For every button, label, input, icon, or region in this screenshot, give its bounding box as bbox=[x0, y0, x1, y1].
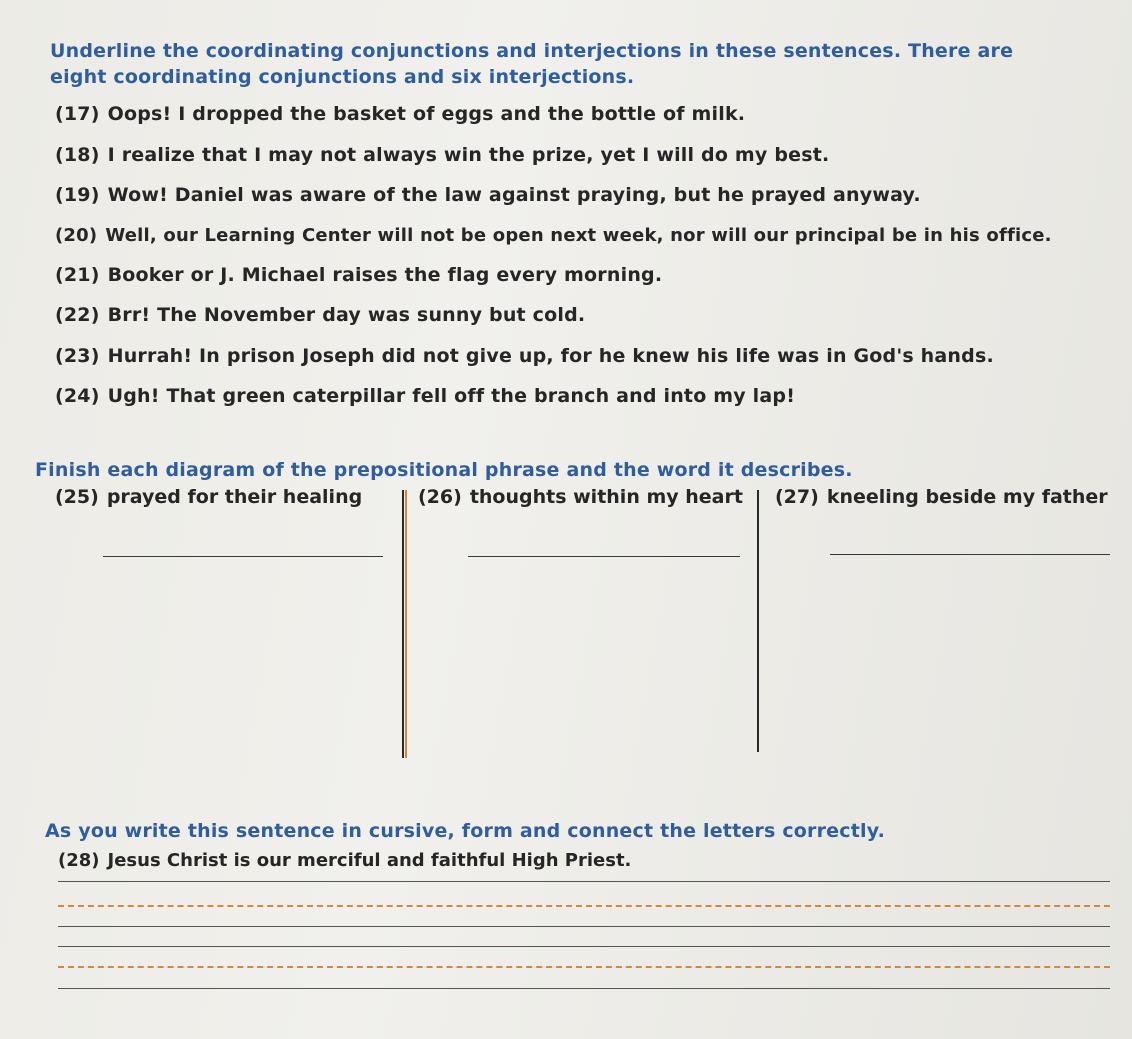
writing-midline bbox=[58, 966, 1110, 968]
sentence-text: Oops! I dropped the basket of eggs and the bottle of milk. bbox=[107, 103, 746, 125]
sentence-22 bbox=[55, 304, 585, 326]
instruction-conjunctions: Underline the coordinating conjunctions and interjections in these sentences. There are eight coordinating conjunctions and six interjections. bbox=[50, 40, 1014, 88]
sentence-number: (21) bbox=[55, 264, 100, 286]
sentence-text: Hurrah! In prison Joseph did not give up, for he knew his life was in God's hands. bbox=[107, 345, 994, 367]
writing-baseline[interactable] bbox=[58, 926, 1110, 927]
sentence-text: Booker or J. Michael raises the flag every morning. bbox=[107, 264, 663, 286]
sentence-text: I realize that I may not always win the prize, yet I will do my best. bbox=[107, 144, 830, 166]
diagram-text: thoughts within my heart bbox=[469, 486, 743, 508]
sentence-number: (22) bbox=[55, 304, 100, 326]
diagram-text: prayed for their healing bbox=[106, 486, 363, 508]
diagram-divider bbox=[402, 490, 404, 758]
instruction-diagrams: Finish each diagram of the prepositional phrase and the word it describes. bbox=[35, 459, 853, 481]
sentence-number: (28) bbox=[58, 850, 100, 871]
diagram-25-baseline[interactable] bbox=[103, 556, 383, 557]
sentence-number: (19) bbox=[55, 184, 100, 206]
sentence-24 bbox=[55, 385, 795, 407]
diagram-27-baseline[interactable] bbox=[830, 554, 1110, 555]
sentence-number: (24) bbox=[55, 385, 100, 407]
diagram-text: kneeling beside my father bbox=[826, 486, 1108, 508]
sentence-21 bbox=[55, 264, 662, 286]
diagram-25-phrase bbox=[55, 486, 362, 508]
sentence-number: (17) bbox=[55, 103, 100, 125]
instruction-cursive: As you write this sentence in cursive, form and connect the letters correctly. bbox=[45, 820, 885, 842]
sentence-18 bbox=[55, 144, 829, 166]
writing-midline bbox=[58, 905, 1110, 907]
sentence-number: (18) bbox=[55, 144, 100, 166]
diagram-26-phrase bbox=[418, 486, 743, 508]
writing-top-line[interactable] bbox=[58, 881, 1110, 882]
sentence-17 bbox=[55, 103, 745, 125]
sentence-20 bbox=[55, 225, 1052, 246]
writing-baseline[interactable] bbox=[58, 988, 1110, 989]
diagram-divider-orange bbox=[405, 490, 407, 758]
diagram-number: (25) bbox=[55, 486, 99, 508]
diagram-number: (26) bbox=[418, 486, 462, 508]
sentence-text: Jesus Christ is our merciful and faithful High Priest. bbox=[107, 850, 632, 871]
diagram-number: (27) bbox=[775, 486, 819, 508]
diagram-divider bbox=[757, 490, 759, 752]
sentence-text: Ugh! That green caterpillar fell off the branch and into my lap! bbox=[107, 385, 796, 407]
diagram-26-baseline[interactable] bbox=[468, 556, 740, 557]
sentence-23 bbox=[55, 345, 994, 367]
sentence-text: Wow! Daniel was aware of the law against praying, but he prayed anyway. bbox=[107, 184, 921, 206]
sentence-19 bbox=[55, 184, 921, 206]
diagram-27-phrase bbox=[775, 486, 1108, 508]
writing-top-line[interactable] bbox=[58, 946, 1110, 947]
sentence-text: Well, our Learning Center will not be open next week, nor will our principal be in his office. bbox=[105, 225, 1052, 246]
sentence-number: (20) bbox=[55, 225, 98, 246]
sentence-number: (23) bbox=[55, 345, 100, 367]
sentence-28 bbox=[58, 850, 631, 871]
sentence-text: Brr! The November day was sunny but cold. bbox=[107, 304, 586, 326]
